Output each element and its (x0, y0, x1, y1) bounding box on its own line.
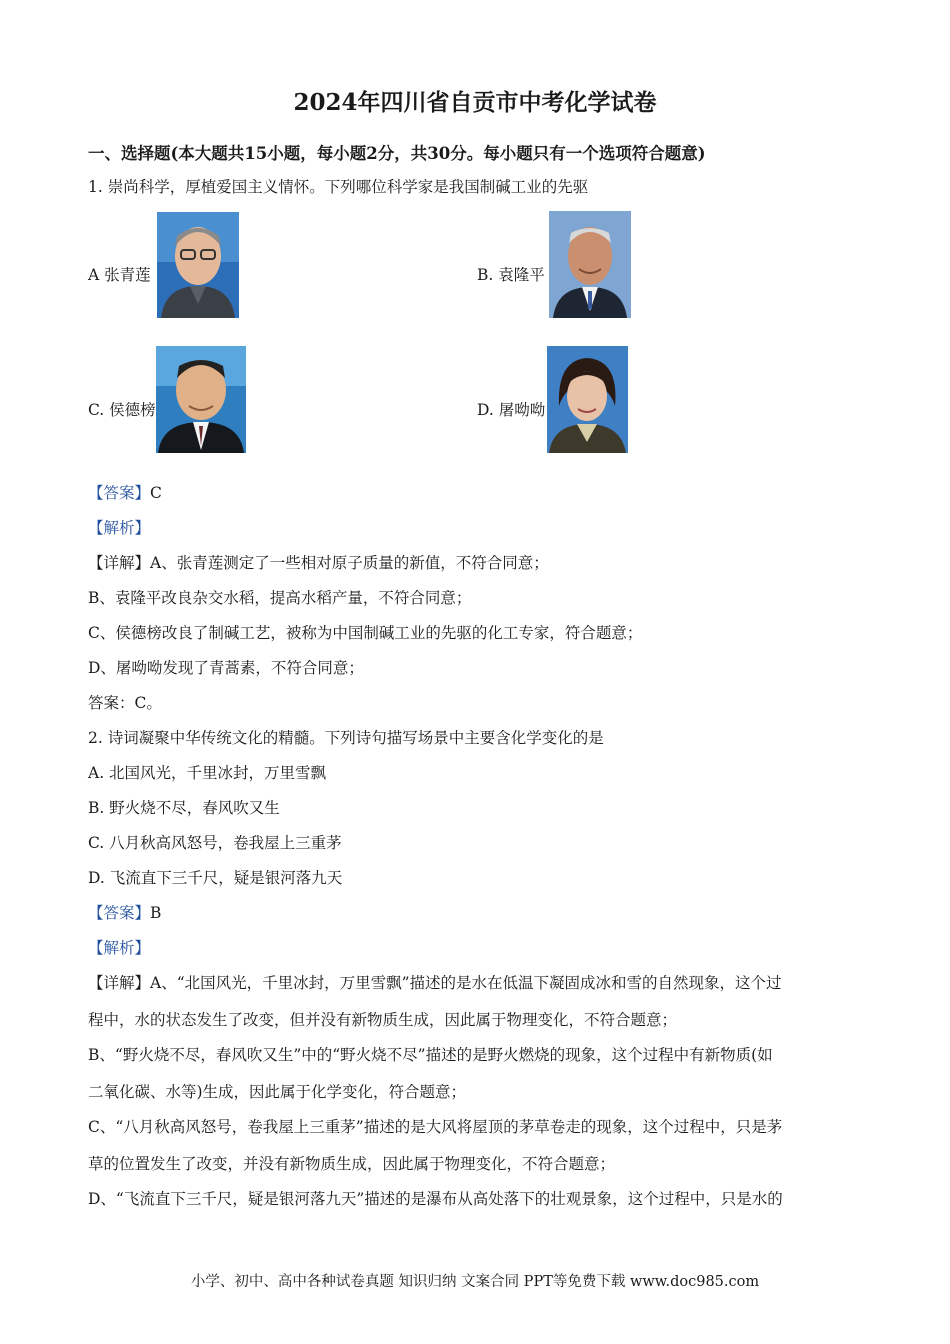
q2-detail-line: 程中，水的状态发生了改变，但并没有新物质生成，因此属于物理变化，不符合题意； (88, 1011, 678, 1029)
answer-tag: 【答案】 (88, 484, 151, 502)
q2-detail-line: 二氧化碳、水等)生成，因此属于化学变化，符合题意； (88, 1083, 467, 1101)
q1-analysis-tag: 【解析】 (88, 519, 151, 537)
q2-option: A. 北国风光，千里冰封，万里雪飘 (88, 764, 327, 782)
q2-answer (88, 903, 161, 923)
q1-answer (88, 483, 162, 503)
q2-detail-line: C、“八月秋高风怒号，卷我屋上三重茅”描述的是大风将屋顶的茅草卷走的现象，这个过程中，只是茅 (88, 1118, 783, 1136)
answer-value: C (150, 484, 162, 502)
q2-detail-line: B、“野火烧不尽，春风吹又生”中的“野火烧不尽”描述的是野火燃烧的现象，这个过程中有新物质(如 (88, 1046, 773, 1064)
q2-option: B. 野火烧不尽，春风吹又生 (88, 799, 280, 817)
option-d-label: D. 屠呦呦 (477, 401, 546, 419)
portrait-tu-youyou (547, 346, 628, 453)
q1-detail-line: D、屠呦呦发现了青蒿素，不符合同意； (88, 659, 364, 677)
q1-detail-line: C、侯德榜改良了制碱工艺，被称为中国制碱工业的先驱的化工专家，符合题意； (88, 624, 643, 642)
detail-text: A、“北国风光，千里冰封，万里雪飘”描述的是水在低温下凝固成冰和雪的自然现象，这个过 (150, 974, 782, 992)
portrait-zhang-qinglian (157, 212, 239, 318)
q2-detail-line: 草的位置发生了改变，并没有新物质生成，因此属于物理变化，不符合题意； (88, 1155, 616, 1173)
q1-detail-line (88, 553, 549, 573)
q1-detail-line: B、袁隆平改良杂交水稻，提高水稻产量，不符合同意； (88, 589, 472, 607)
q1-answer-summary: 答案：C。 (88, 694, 162, 712)
q2-option: C. 八月秋高风怒号，卷我屋上三重茅 (88, 834, 342, 852)
question-1-stem: 1. 崇尚科学，厚植爱国主义情怀。下列哪位科学家是我国制碱工业的先驱 (88, 178, 589, 196)
option-b-label: B. 袁隆平 (477, 266, 545, 284)
q2-detail-line: D、“飞流直下三千尺，疑是银河落九天”描述的是瀑布从高处落下的壮观景象，这个过程中，只是水的 (88, 1190, 783, 1208)
question-2-stem: 2. 诗词凝聚中华传统文化的精髓。下列诗句描写场景中主要含化学变化的是 (88, 729, 604, 747)
answer-tag: 【答案】 (88, 904, 151, 922)
option-c-label: C. 侯德榜 (88, 401, 156, 419)
page-title: 2024年四川省自贡市中考化学试卷 (293, 89, 657, 116)
detail-text: A、张青莲测定了一些相对原子质量的新值，不符合同意； (150, 554, 549, 572)
answer-value: B (150, 904, 162, 922)
q2-detail-line (88, 973, 782, 993)
section-heading: 一、选择题(本大题共15小题，每小题2分，共30分。每小题只有一个选项符合题意) (88, 144, 706, 163)
portrait-hou-debang (156, 346, 246, 453)
q2-option: D. 飞流直下三千尺，疑是银河落九天 (88, 869, 343, 887)
q2-analysis-tag: 【解析】 (88, 939, 151, 957)
page-footer: 小学、初中、高中各种试卷真题 知识归纳 文案合同 PPT等免费下载 www.doc985.com (190, 1274, 760, 1290)
detail-tag: 【详解】 (88, 554, 151, 572)
option-a-label: A 张青莲 (88, 266, 151, 284)
portrait-yuan-longping (549, 211, 631, 318)
detail-tag: 【详解】 (88, 974, 151, 992)
